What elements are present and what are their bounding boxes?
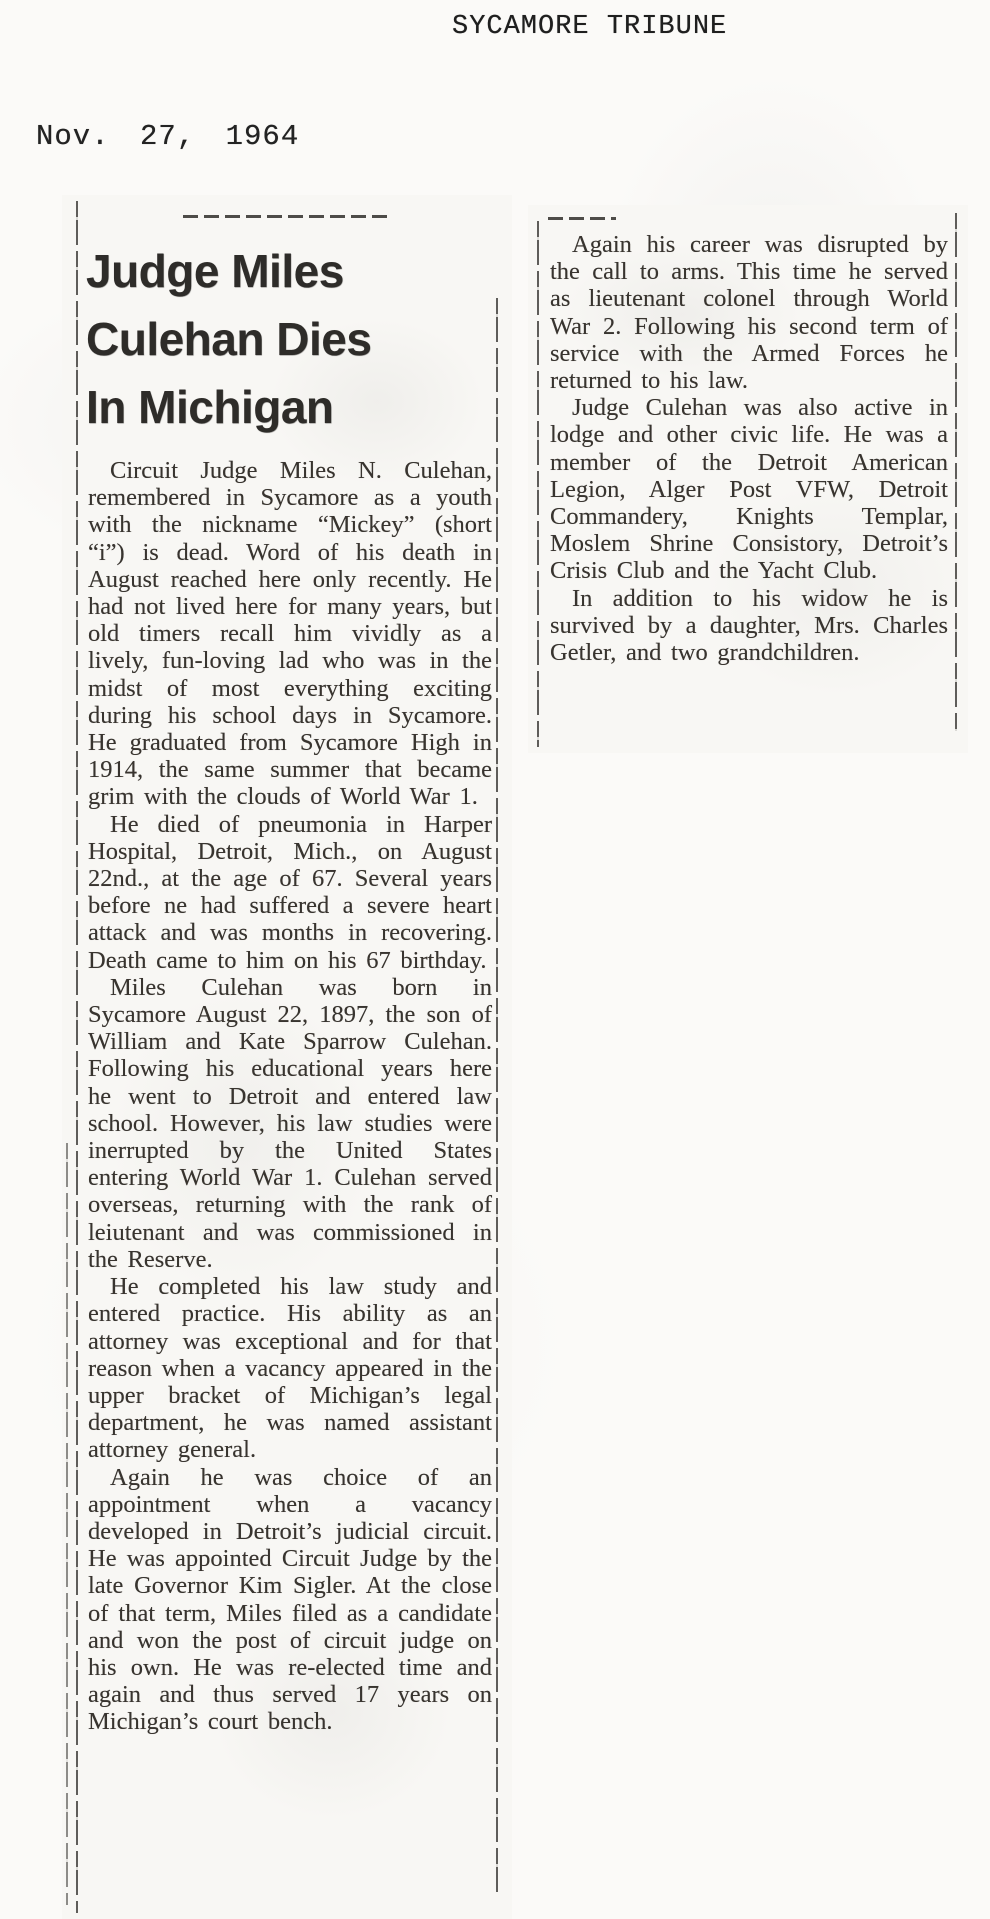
masthead-title: SYCAMORE TRIBUNE [452,12,728,42]
article-paragraph: Again his career was disrupted by the call to arms. This time he served as lieutenant colonel through World War 2. Following his second term of service with the Armed Forces he returned to his law. [550,231,948,395]
article-headline [86,237,392,441]
column-rule-right-left [537,221,539,747]
article-column-left [62,195,512,1919]
article-paragraph: Judge Culehan was also active in lodge and other civic life. He was a member of the Detroit American Legion, Alger Post VFW, Detroit Commandery, Knights Templar, Moslem Shrine Consistory, Detroit’s Crisis Club and the Yacht Club. [550,394,948,585]
article-body-left [88,457,492,1736]
article-paragraph: Miles Culehan was born in Sycamore August 22, 1897, the son of William and Kate Sparrow Culehan. Following his educational years here he went to Detroit and entered law school. However, his law studies were inerrupted by the United States entering World War 1. Culehan served overseas, returning with the rank of leiutenant and was commissioned in the Reserve. [88,973,492,1273]
article-paragraph: He died of pneumonia in Harper Hospital, Detroit, Mich., on August 22nd., at the age of 67. Several years before ne had suffered a severe heart attack and was months in recovering. Death came to him on his 67 birthday. [88,810,492,974]
article-column-right [528,205,968,753]
column-rule-left-double [66,1143,68,1905]
column-rule-left-right [496,298,498,1898]
column-top-dash [548,217,616,220]
headline-line: Culehan Dies [86,313,372,365]
headline-separator-dash [183,215,387,218]
article-paragraph: In addition to his widow he is survived by a daughter, Mrs. Charles Getler, and two grandchildren. [550,584,948,667]
article-paragraph: Again he was choice of an appointment when a vacancy developed in Detroit’s judicial circuit. He was appointed Circuit Judge by the late Governor Kim Sigler. At the close of that term, Miles filed as a candidate and won the post of circuit judge on his own. He was re-elected time and again and thus served 17 years on Michigan’s court bench. [88,1463,492,1736]
article-paragraph: Circuit Judge Miles N. Culehan, remembered in Sycamore as a youth with the nickname “Mickey” (short “i”) is dead. Word of his death in August reached here only recently. He had not lived here for many years, but old timers recall him vividly as a lively, fun-loving lad who was in the midst of most everything exciting during his school days in Sycamore. He graduated from Sycamore High in 1914, the same summer that became grim with the clouds of World War 1. [88,457,492,811]
article-paragraph: He completed his law study and entered practice. His ability as an attorney was exceptional and for that reason when a vacancy appeared in the upper bracket of Michigan’s legal department, he was named assistant attorney general. [88,1273,492,1464]
column-rule-left-outer [76,201,78,1913]
article-body-right [550,231,948,666]
publication-date: Nov. 27, 1964 [36,120,300,153]
headline-line: Judge Miles [86,245,344,297]
column-rule-right-right [955,213,957,731]
headline-line: In Michigan [86,381,334,433]
